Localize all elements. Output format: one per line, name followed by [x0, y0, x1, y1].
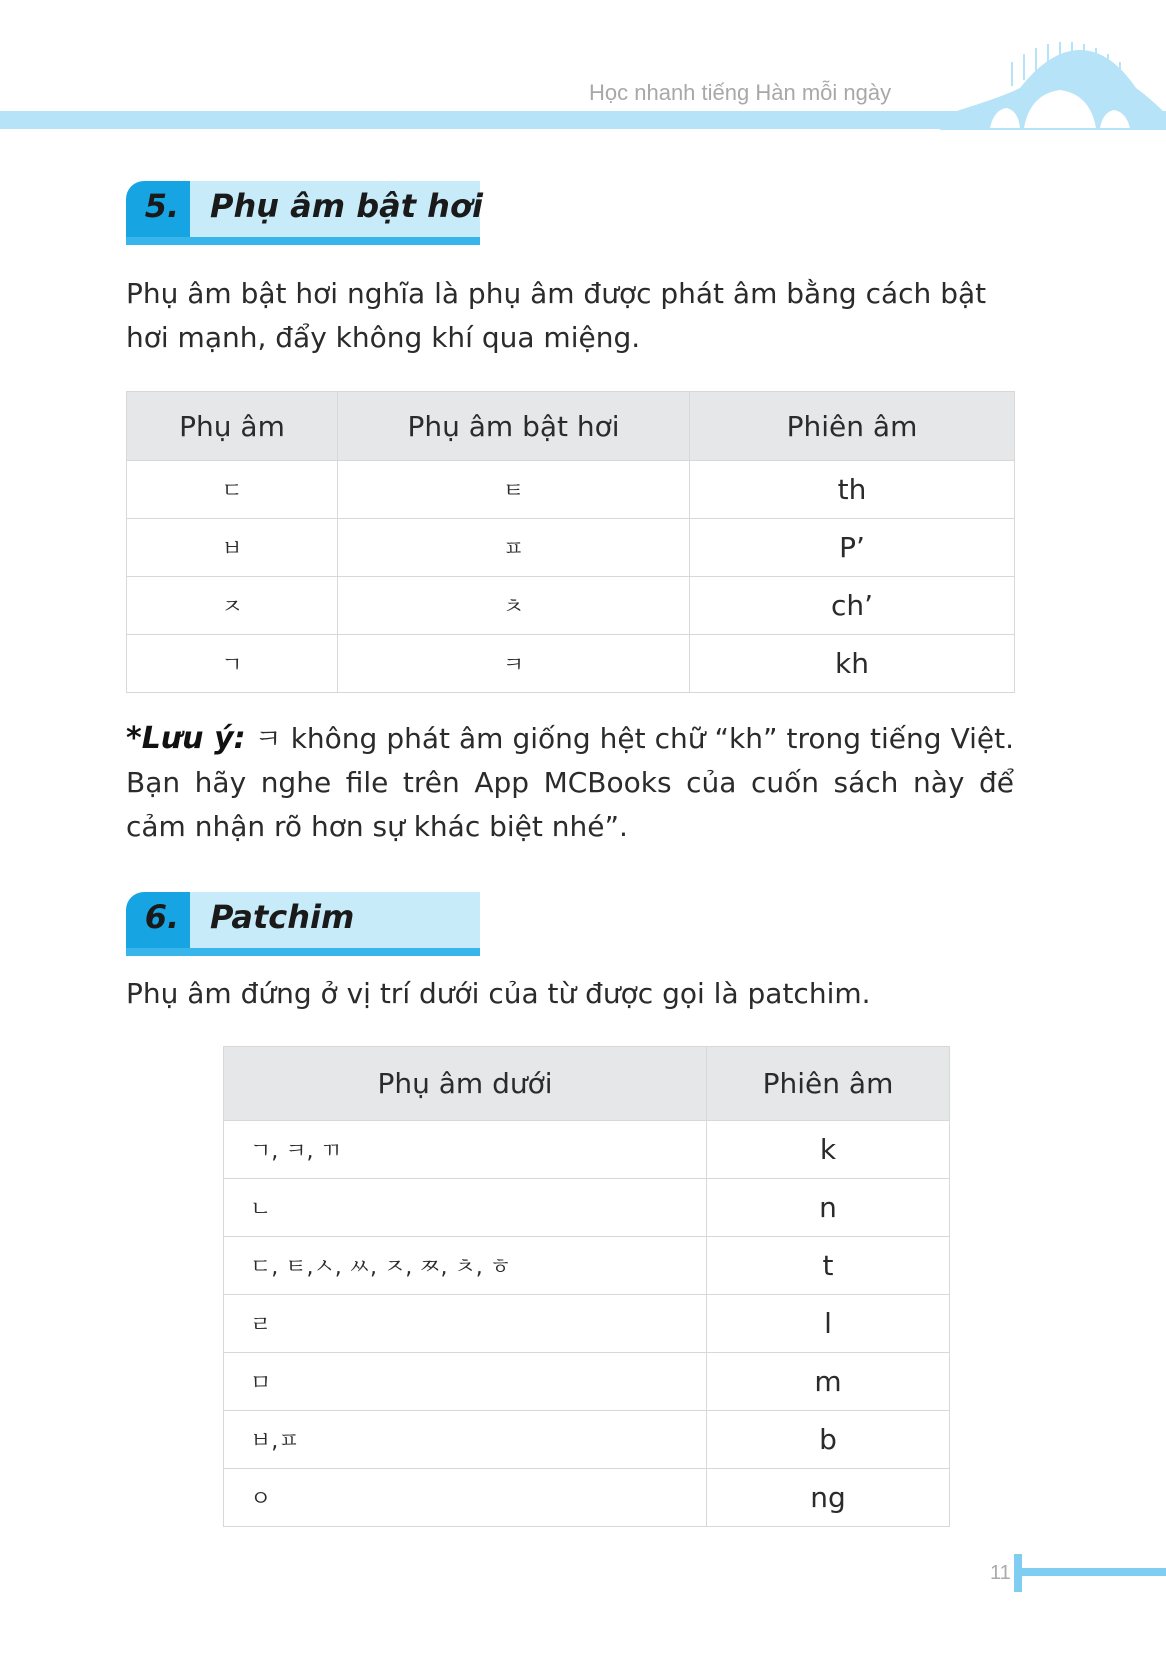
section-5-description: Phụ âm bật hơi nghĩa là phụ âm được phát âm bằng cách bật hơi mạnh, đẩy không khí qua miệng. [126, 277, 987, 354]
table-cell: ㅈ [127, 577, 338, 635]
table-row [224, 1353, 950, 1411]
table-cell: ㅂ [127, 519, 338, 577]
table-header-row [224, 1047, 950, 1121]
table-cell: th [690, 461, 1015, 519]
table-cell: ㅇ [224, 1469, 707, 1527]
footer-marker [1014, 1554, 1022, 1592]
table-cell: ㄱ, ㅋ, ㄲ [224, 1121, 707, 1179]
page-number: 11 [990, 1562, 1011, 1584]
note-label: *Lưu ý: [126, 721, 246, 756]
bridge-icon [940, 40, 1166, 130]
column-header: Phụ âm dưới [224, 1047, 707, 1121]
table-cell: kh [690, 635, 1015, 693]
table-cell: ㄴ [224, 1179, 707, 1237]
table-row [224, 1295, 950, 1353]
table-row [127, 635, 1015, 693]
table-cell: ng [707, 1469, 950, 1527]
table-cell: ㅋ [338, 635, 690, 693]
note-text: ㅋ không phát âm giống hệt chữ “kh” trong tiếng Việt. Bạn hãy nghe file trên App MCBooks của cuốn sách này để cảm nhận rõ hơn sự khác biệt nhé”. [126, 722, 1014, 843]
column-header: Phiên âm [707, 1047, 950, 1121]
table-row [224, 1121, 950, 1179]
table-header-row [127, 392, 1015, 461]
table-row [224, 1237, 950, 1295]
table-cell: ㅊ [338, 577, 690, 635]
section-5-heading [126, 181, 483, 245]
table-cell: k [707, 1121, 950, 1179]
table-cell: ㄱ [127, 635, 338, 693]
table-row [224, 1179, 950, 1237]
table-cell: l [707, 1295, 950, 1353]
footer-line [1022, 1568, 1166, 1576]
table-cell: ch’ [690, 577, 1015, 635]
table-cell: ㅁ [224, 1353, 707, 1411]
aspirated-consonants-table [126, 391, 1015, 693]
table-cell: n [707, 1179, 950, 1237]
section-number: 5. [144, 187, 180, 225]
table-row [127, 577, 1015, 635]
patchim-table [223, 1046, 950, 1527]
table-cell: ㄹ [224, 1295, 707, 1353]
column-header: Phụ âm [127, 392, 338, 461]
table-row [224, 1411, 950, 1469]
section-6-description: Phụ âm đứng ở vị trí dưới của từ được gọi là patchim. [126, 977, 871, 1010]
table-cell: P’ [690, 519, 1015, 577]
note-paragraph [126, 717, 1014, 849]
table-cell: m [707, 1353, 950, 1411]
table-cell: ㄷ [127, 461, 338, 519]
section-title: Phụ âm bật hơi [210, 187, 483, 225]
section-6-heading [126, 892, 480, 956]
table-cell: b [707, 1411, 950, 1469]
table-row [127, 519, 1015, 577]
section-number: 6. [144, 898, 180, 936]
table-cell: t [707, 1237, 950, 1295]
table-cell: ㅌ [338, 461, 690, 519]
table-row [127, 461, 1015, 519]
table-cell: ㄷ, ㅌ,ㅅ, ㅆ, ㅈ, ㅉ, ㅊ, ㅎ [224, 1237, 707, 1295]
table-cell: ㅂ,ㅍ [224, 1411, 707, 1469]
table-cell: ㅍ [338, 519, 690, 577]
table-row [224, 1469, 950, 1527]
section-title: Patchim [210, 898, 355, 936]
column-header: Phụ âm bật hơi [338, 392, 690, 461]
header-title: Học nhanh tiếng Hàn mỗi ngày [589, 80, 892, 105]
column-header: Phiên âm [690, 392, 1015, 461]
